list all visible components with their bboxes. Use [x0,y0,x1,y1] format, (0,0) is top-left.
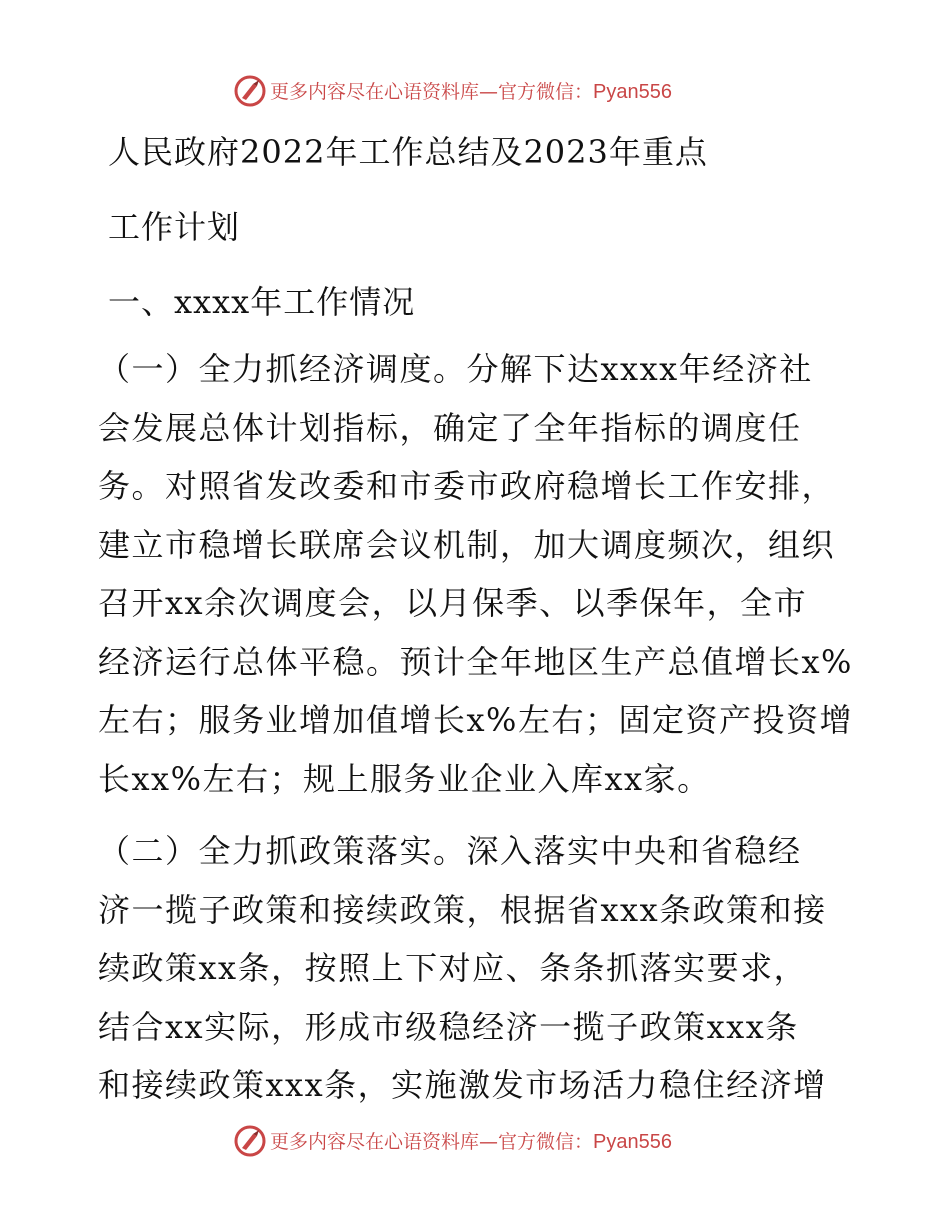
quill-pen-logo-icon [233,74,267,108]
paragraph-line: 续政策xx条，按照上下对应、条条抓落实要求， [98,949,808,987]
section-heading: 一、xxxx年工作情况 [108,283,416,321]
paragraph-line: 经济运行总体平稳。预计全年地区生产总值增长x% [98,642,853,681]
footer-banner-cn: 更多内容尽在心语资料库—官方微信： [270,1131,594,1153]
paragraph-line: 建立市稳增长联席会议机制，加大调度频次，组织 [98,525,836,564]
header-banner-cn: 更多内容尽在心语资料库—官方微信： [270,81,594,103]
header-banner-text [270,77,672,104]
header-banner-wechat-id: Pyan556 [593,81,672,103]
header-banner[interactable] [0,70,950,110]
paragraph-line: 结合xx实际，形成市级稳经济一揽子政策xxx条 [98,1007,799,1046]
paragraph-line: 会发展总体计划指标，确定了全年指标的调度任 [98,408,802,447]
quill-pen-logo-icon [233,1124,267,1158]
document-title-line2: 工作计划 [108,208,241,246]
paragraph-line: 召开xx余次调度会，以月保季、以季保年，全市 [98,584,808,622]
paragraph-line: 和接续政策xxx条，实施激发市场活力稳住经济增 [98,1066,827,1104]
paragraph-line: 务。对照省发改委和市委市政府稳增长工作安排， [98,467,836,505]
paragraph-line: 济一揽子政策和接续政策，根据省xxx条政策和接 [98,890,827,929]
paragraph-economic-dispatch [98,340,858,808]
paragraph-line: （二）全力抓政策落实。深入落实中央和省稳经 [98,832,802,870]
paragraph-policy-implementation [98,822,858,1115]
footer-banner-text [270,1127,672,1154]
footer-banner-wechat-id: Pyan556 [593,1131,672,1153]
paragraph-line: （一）全力抓经济调度。分解下达xxxx年经济社 [98,350,813,388]
document-title-line1: 人民政府2022年工作总结及2023年重点 [108,133,708,171]
paragraph-line: 长xx%左右；规上服务业企业入库xx家。 [98,759,711,798]
paragraph-line: 左右；服务业增加值增长x%左右；固定资产投资增 [98,701,853,739]
footer-banner[interactable] [0,1120,950,1160]
